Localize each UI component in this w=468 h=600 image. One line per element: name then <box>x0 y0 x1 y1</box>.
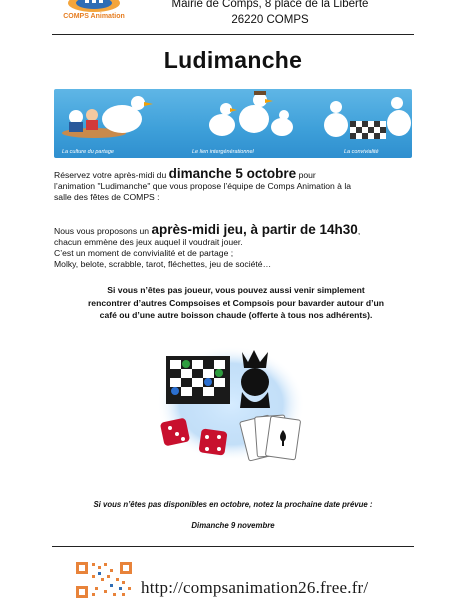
address-line-2: 26220 COMPS <box>231 14 309 26</box>
event-date: dimanche 5 octobre <box>168 166 297 181</box>
website-link[interactable]: http://compsanimation26.free.fr/ <box>141 578 369 597</box>
program-line-3: C’est un moment de convivialité et de partage ; <box>54 248 234 258</box>
banner-caption-3: La convivialité <box>344 149 379 155</box>
bottom-divider <box>52 546 414 547</box>
program-line-4: Molky, belote, scrabble, tarot, fléchettes, jeu de société… <box>54 259 272 269</box>
intro-line-2: l’animation "Ludimanche" que vous propose l’équipe de Comps Animation à la <box>54 181 352 191</box>
program-paragraph <box>54 224 416 270</box>
intro-line-3: salle des fêtes de COMPS : <box>54 192 160 202</box>
program-line-2: chacun emmène des jeux auquel il voudrait jouer. <box>54 237 243 247</box>
program-post: , <box>357 226 361 236</box>
intro-paragraph <box>54 168 416 203</box>
playing-cards-icon <box>240 415 301 461</box>
top-divider <box>52 34 414 35</box>
non-players-paragraph <box>62 284 410 322</box>
non-players-line-1: Si vous n’êtes pas joueur, vous pouvez aussi venir simplement <box>107 285 365 295</box>
address-line-1: Mairie de Comps, 8 place de la Liberté <box>171 0 369 10</box>
header-address <box>150 0 390 28</box>
program-highlight: après-midi jeu, à partir de 14h30 <box>151 222 358 237</box>
next-date: Dimanche 9 novembre <box>191 521 275 530</box>
logo-text: COMPS Animation <box>63 13 125 20</box>
non-players-line-3: café ou d’une autre boisson chaude (offerte à tous nos adhérents). <box>99 310 373 320</box>
checkerboard-icon <box>166 356 230 404</box>
games-illustration <box>156 346 306 466</box>
qr-code-icon <box>74 560 134 600</box>
page-title: Ludimanche <box>163 47 303 73</box>
banner-illustration <box>54 89 412 158</box>
intro-pre: Réservez votre après-midi du <box>54 170 169 180</box>
next-date-question: Si vous n’êtes pas disponibles en octobre, notez la prochaine date prévue : <box>93 500 373 509</box>
banner-caption-2: Le lien intergénérationnel <box>192 149 254 155</box>
non-players-line-2: rencontrer d’autres Compsoises et Compsois pour bavarder autour d’un <box>87 297 385 308</box>
intro-post: pour <box>296 170 316 180</box>
banner-caption-1: La culture du partage <box>62 149 114 155</box>
program-pre: Nous vous proposons un <box>54 226 152 236</box>
comps-animation-logo <box>54 0 134 20</box>
geese-illustration <box>54 89 412 158</box>
